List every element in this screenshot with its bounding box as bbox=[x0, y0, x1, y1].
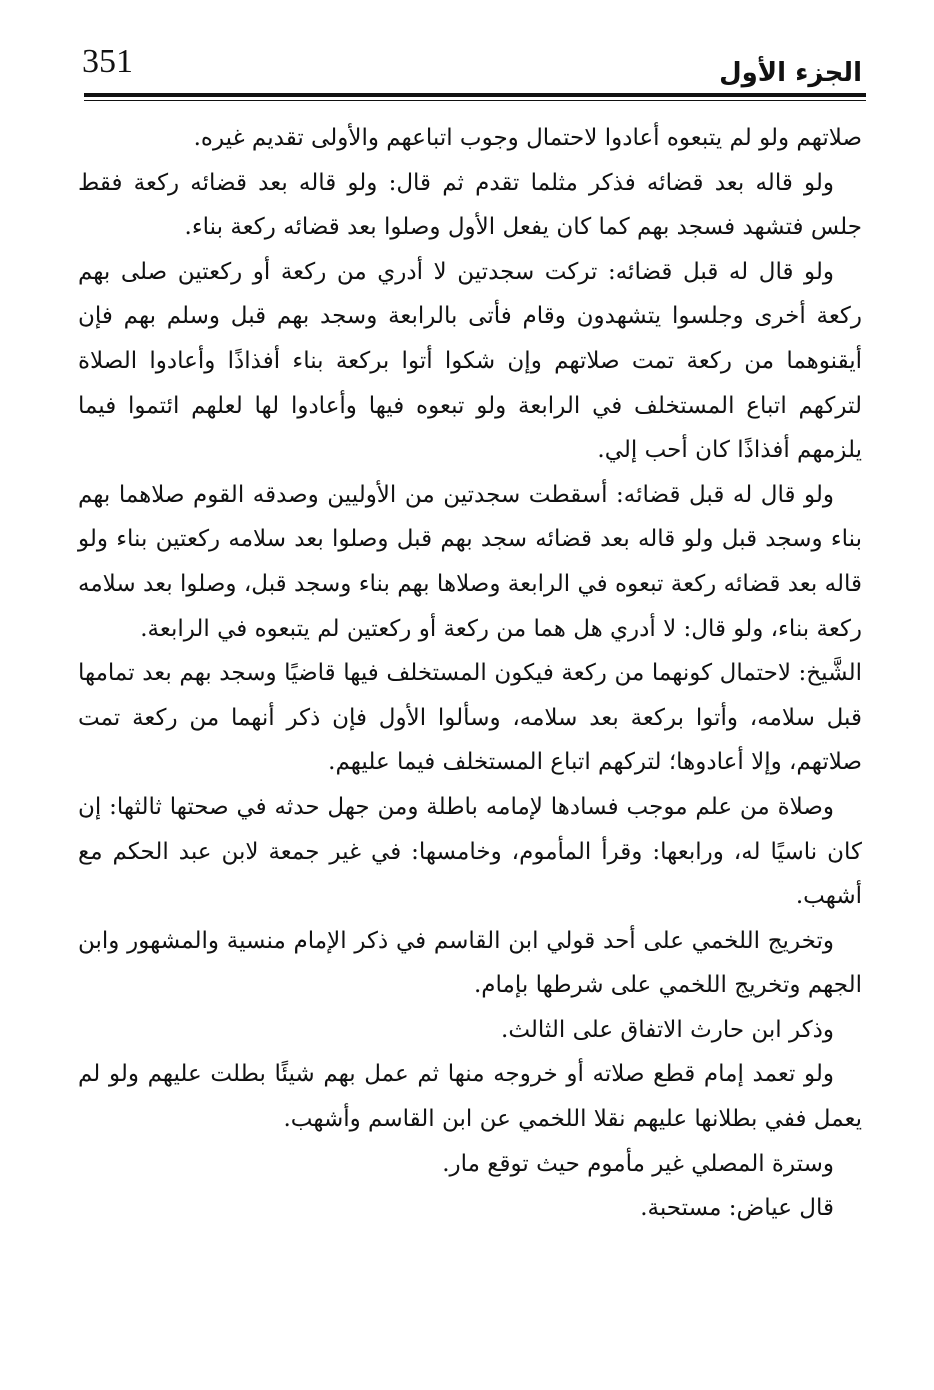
paragraph-8: وذكر ابن حارث الاتفاق على الثالث. bbox=[501, 1016, 834, 1043]
page-number: 351 bbox=[82, 43, 133, 80]
header-rule-thin bbox=[84, 100, 866, 101]
paragraph-6: وصلاة من علم موجب فسادها لإمامه باطلة ومن جهل حدثه في صحتها ثالثها: إن كان ناسيًا له، ورابعها: وقرأ المأموم، وخامسها: في غير جمعة لابن عبد الحكم مع أشهب. bbox=[78, 793, 862, 910]
paragraph-4: ولو قال له قبل قضائه: أسقطت سجدتين من الأوليين وصدقه القوم صلاهما بهم بناء وسجد قبل ولو قاله بعد قضائه سجد بهم قبل وصلوا بعد سلامه ركعتين بناء ولو قاله بعد قضائه ركعة تبعوه في الرابعة وصلاها بهم بناء وسجد قبل، وصلوا بعد سلامه ركعة بناء، ولو قال: لا أدري هل هما من ركعة أو ركعتين لم يتبعوه في الرابعة. bbox=[78, 481, 862, 642]
paragraph-1: صلاتهم ولو لم يتبعوه أعادوا لاحتمال وجوب اتباعهم والأولى تقديم غيره. bbox=[193, 125, 862, 151]
paragraph-11: قال عياض: مستحبة. bbox=[640, 1195, 834, 1222]
paragraph-9: ولو تعمد إمام قطع صلاته أو خروجه منها ثم عمل بهم شيئًا بطلت عليهم ولو لم يعمل ففي بطلانها عليهم نقلا اللخمي عن ابن القاسم وأشهب. bbox=[78, 1061, 862, 1133]
paragraph-10: وسترة المصلي غير مأموم حيث توقع مار. bbox=[442, 1150, 834, 1177]
paragraph-5: الشَّيخ: لاحتمال كونهما من ركعة فيكون المستخلف فيها قاضيًا وسجد بهم بعد تمامها قبل سلامه، وأتوا بركعة بعد سلامه، وسألوا الأول فإن ذكر أنهما من ركعة تمت صلاتهم، وإلا أعادوها؛ لتركهم اتباع المستخلف فيما عليهم. bbox=[78, 660, 862, 776]
running-title: الجزء الأول bbox=[719, 58, 862, 88]
paragraph-2: ولو قاله بعد قضائه فذكر مثلما تقدم ثم قال: ولو قاله بعد قضائه ركعة فقط جلس فتشهد فسجد بهم كما كان يفعل الأول وصلوا بعد قضائه ركعة بناء. bbox=[78, 169, 862, 241]
header-rule-thick bbox=[84, 93, 866, 97]
body-text bbox=[78, 116, 862, 1231]
paragraph-3: ولو قال له قبل قضائه: تركت سجدتين لا أدري من ركعة أو ركعتين صلى بهم ركعة أخرى وجلسوا يتشهدون وقام فأتى بالرابعة وسجد بهم قبل وسلم بهم فإن أيقنوهما من ركعة تمت صلاتهم وإن شكوا أتوا بركعة بناء أفذاذًا وأعادوا الصلاة لتركهم اتباع المستخلف في الرابعة ولو تبعوه فيها وأعادوا لها لعلهم ائتموا فيما يلزمهم أفذاذًا كان أحب إلي. bbox=[78, 258, 862, 464]
paragraph-7: وتخريج اللخمي على أحد قولي ابن القاسم في ذكر الإمام منسية والمشهور وابن الجهم وتخريج اللخمي على شرطها بإمام. bbox=[78, 927, 862, 999]
